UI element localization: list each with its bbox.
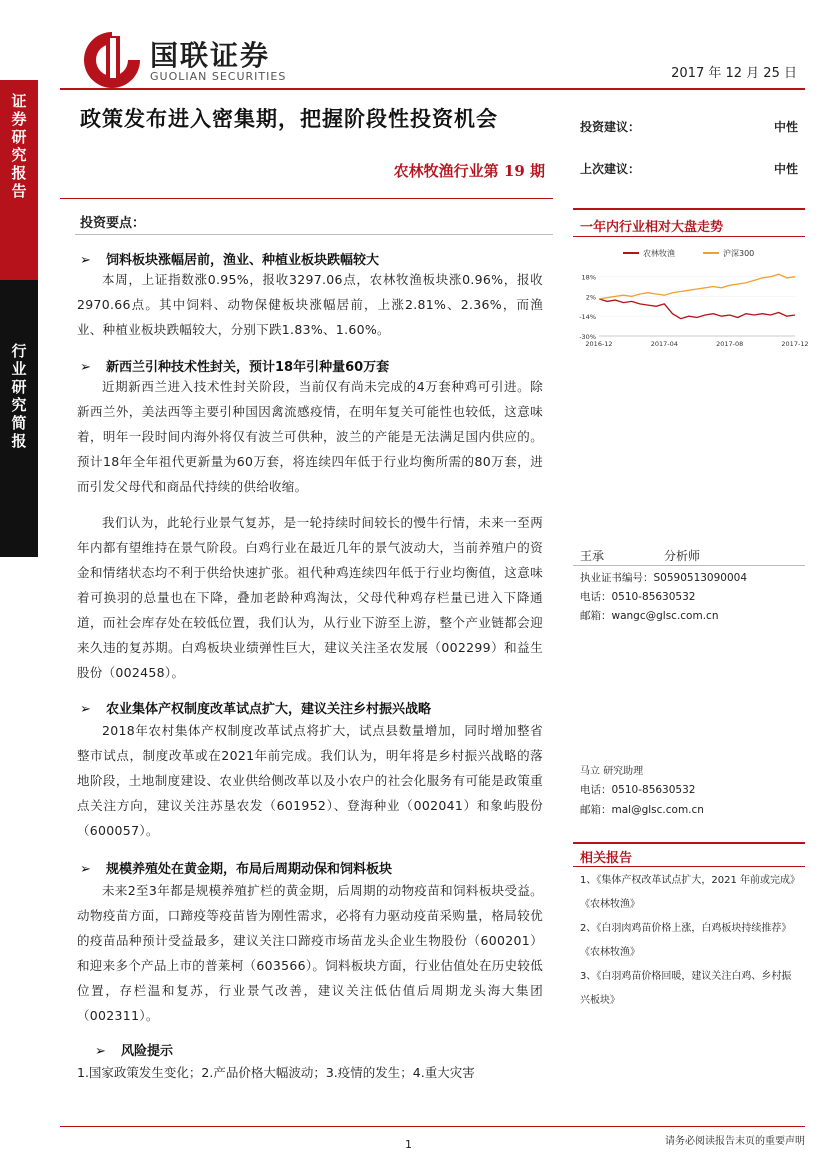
related-rule (573, 866, 805, 867)
analyst-cert (580, 570, 747, 585)
section-title: ➢ 饲料板块涨幅居前，渔业、种植业板块跌幅较大 (80, 253, 380, 268)
related-item[interactable]: 3、《白羽鸡苗价格回暖，建议关注白鸡、乡村振 (580, 971, 792, 982)
x-tick-label: 2017-08 (716, 340, 744, 348)
rating-current-value: 中性 (774, 120, 799, 134)
footer-rule (60, 1126, 805, 1127)
assistant-role-text: 研究助理 (603, 766, 644, 777)
report-category-char: 简 (11, 414, 27, 432)
related-list (580, 869, 805, 1013)
report-type-bar (0, 80, 38, 282)
relative-performance-chart (573, 244, 809, 354)
related-item: 《农林牧渔》 (580, 947, 640, 958)
risk-title: ➢ 风险提示 (95, 1044, 174, 1059)
page-title: 政策发布进入密集期，把握阶段性投资机会 (80, 106, 498, 131)
analyst-phone-label: 电话： (580, 591, 612, 603)
report-date: 2017 年 12 月 25 日 (671, 66, 797, 81)
arrow-bullet-icon: ➢ (80, 253, 91, 268)
report-category-char: 报 (11, 432, 27, 450)
page-subtitle: 农林牧渔行业第 19 期 (393, 162, 545, 180)
report-category-char: 业 (11, 360, 27, 378)
section-title: ➢ 新西兰引种技术性封关，预计18年引种量60万套 (80, 360, 390, 375)
y-tick-label: -14% (579, 313, 596, 322)
analyst-role: 分析师 (664, 549, 701, 563)
assistant-name-text: 马立 (580, 766, 600, 777)
related-top-rule (573, 842, 805, 844)
assistant-phone (580, 782, 695, 797)
report-type-char: 研 (11, 128, 27, 146)
series-line (599, 299, 795, 319)
report-type-char: 报 (11, 164, 27, 182)
analyst-cert-label: 执业证书编号： (580, 572, 654, 584)
report-type-char: 究 (11, 146, 27, 164)
chart-panel-rule (573, 236, 805, 237)
logo-english-name: GUOLIAN SECURITIES (150, 70, 287, 83)
company-logo (80, 28, 320, 88)
section-title: ➢ 农业集体产权制度改革试点扩大，建议关注乡村振兴战略 (80, 702, 432, 717)
report-category-char: 研 (11, 378, 27, 396)
report-type-char: 券 (11, 110, 27, 128)
y-tick-label: 2% (585, 293, 596, 302)
assistant-phone-value: 0510-85630532 (611, 784, 696, 796)
arrow-bullet-icon: ➢ (80, 360, 91, 375)
page-number: 1 (405, 1138, 412, 1151)
assistant-name (580, 762, 643, 777)
section-paragraph: 本周，上证指数涨0.95%，报收3297.06点，农林牧渔板块涨0.96%，报收2970.66点。其中饲料、动物保健板块涨幅居前，上涨2.81%、2.36%，而渔业、种植业板块跌幅较大，分别下跌1.83%、1.60%。 (77, 272, 543, 337)
analyst-email-value: wangc@glsc.com.cn (611, 610, 719, 622)
x-tick-label: 2017-12 (781, 340, 809, 348)
analyst-rule (573, 565, 805, 566)
x-tick-label: 2016-12 (585, 340, 613, 348)
legend-label: 农林牧渔 (643, 249, 675, 258)
chart-panel-heading: 一年内行业相对大盘走势 (580, 220, 724, 235)
analyst-cert-value: S0590513090004 (653, 572, 748, 584)
logo-emblem-icon (80, 28, 144, 90)
report-category-char: 行 (11, 342, 27, 360)
risk-text: 1.国家政策发生变化；2.产品价格大幅波动；3.疫情的发生；4.重大灾害 (77, 1065, 475, 1080)
x-tick-label: 2017-04 (650, 340, 678, 348)
related-item[interactable]: 1、《集体产权改革试点扩大，2021 年前或完成》 (580, 875, 800, 886)
y-tick-label: -30% (579, 333, 596, 341)
section-paragraph: 近期新西兰进入技术性封关阶段，当前仅有尚未完成的4万套种鸡可引进。除新西兰外，美法西等主要引种国因禽流感疫情，在明年复关可能性也较低，这意味着，明年一段时间内海外将仅有波兰可供种，波兰的产能是无法满足国内供应的。预计18年全年祖代更新量为60万套，将连续四年低于行业均衡所需的80万套，进而引发父母代和商品代持续的供给收缩。 (77, 379, 543, 494)
section-title: ➢ 规模养殖处在黄金期，布局后周期动保和饲料板块 (80, 862, 393, 877)
analyst-phone (580, 589, 695, 604)
assistant-email (580, 802, 704, 817)
rating-previous-label: 上次建议： (580, 162, 641, 176)
series-line (599, 274, 795, 299)
rating-previous-value: 中性 (774, 162, 799, 176)
analyst-email-label: 邮箱： (580, 610, 612, 622)
section-paragraph: 2018年农村集体产权制度改革试点将扩大，试点县数量增加，同时增加整省整市试点，制度改革或在2021年前完成。我们认为，明年将是乡村振兴战略的落地阶段，土地制度建设、农业供给侧改革以及小农户的社会化服务有可能是政策重点关注方向，建议关注苏垦农发（601952）、登海种业（002041）和象屿股份（600057）。 (77, 723, 543, 838)
arrow-bullet-icon: ➢ (80, 862, 91, 877)
summary-heading-rule (75, 234, 553, 235)
analyst-name: 王承 (580, 549, 605, 563)
section-paragraph: 未来2至3年都是规模养殖扩栏的黄金期，后周期的动物疫苗和饲料板块受益。动物疫苗方面，口蹄疫等疫苗皆为刚性需求，必将有力驱动疫苗采购量，格局较优的疫苗品种预计受益最多，建议关注口蹄疫市场苗龙头企业生物股份（600201）和迎来多个产品上市的普莱柯（603566）。饲料板块方面，行业估值处在历史较低位置，存栏温和复苏，行业景气改善，建议关注低估值后周期龙头海大集团（002311）。 (77, 883, 543, 1023)
report-category-char: 究 (11, 396, 27, 414)
report-type-char: 告 (11, 182, 27, 200)
disclaimer-note: 请务必阅读报告末页的重要声明 (665, 1136, 805, 1147)
report-category-bar (0, 280, 38, 557)
summary-heading: 投资要点： (80, 216, 146, 231)
arrow-bullet-icon: ➢ (95, 1044, 106, 1059)
assistant-email-value: mal@glsc.com.cn (611, 804, 704, 816)
assistant-email-label: 邮箱： (580, 804, 612, 816)
assistant-phone-label: 电话： (580, 784, 612, 796)
rating-current-label: 投资建议： (580, 120, 641, 134)
legend-label: 沪深300 (723, 249, 755, 258)
related-item: 兴板块》 (580, 995, 620, 1006)
analyst-email (580, 608, 718, 623)
header-rule (60, 88, 805, 90)
related-item: 《农林牧渔》 (580, 899, 640, 910)
section-paragraph: 我们认为，此轮行业景气复苏，是一轮持续时间较长的慢牛行情，未来一至两年内都有望维持在景气阶段。白鸡行业在最近几年的景气波动大，当前养殖户的资金和情绪状态均不利于供给快速扩张。祖代种鸡连续四年低于行业均衡值，这意味着可换羽的总量也在下降，叠加老龄种鸡淘汰，父母代种鸡存栏量已进入下降通道，而社会库存处在较低位置，我们认为，从行业下游至上游，整个产业链都会迎来久违的复苏期。白鸡板块业绩弹性巨大，建议关注圣农发展（002299）和益生股份（002458）。 (77, 515, 543, 680)
related-item[interactable]: 2、《白羽肉鸡苗价格上涨，白鸡板块持续推荐》 (580, 923, 792, 934)
report-type-char: 证 (11, 92, 27, 110)
logo-chinese-name: 国联证券 (150, 39, 271, 72)
analyst-phone-value: 0510-85630532 (611, 591, 696, 603)
chart-panel-top-rule (573, 208, 805, 210)
related-heading: 相关报告 (580, 851, 633, 866)
arrow-bullet-icon: ➢ (80, 702, 91, 717)
y-tick-label: 18% (581, 273, 596, 282)
title-rule (60, 198, 553, 199)
